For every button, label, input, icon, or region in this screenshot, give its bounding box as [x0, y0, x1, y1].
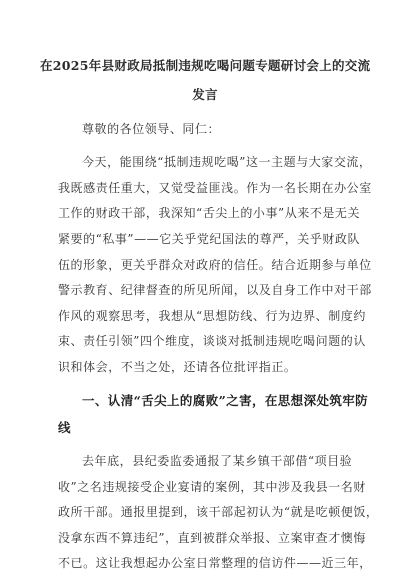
paragraph1-line: 今天，能围绕“抵制违规吃喝”这一主题与大家交流， — [82, 155, 372, 169]
paragraph2-line: 不已。这让我想起办公室日常整理的信访件——近三年， — [58, 556, 372, 570]
paragraph1-line: 紧要的“私事”——它关乎党纪国法的尊严，关乎财政队 — [58, 232, 361, 246]
paragraph2-line: 没拿东西不算违纪”，直到被群众举报、立案审查才懊悔 — [58, 531, 366, 545]
section-heading-line-1: 一、认清“舌尖上的腐败”之害，在思想深处筑牢防 — [82, 393, 369, 408]
paragraph1-line: 识和体会，不当之处，还请各位批评指正。 — [58, 360, 297, 374]
section-heading-line-2: 线 — [58, 420, 71, 435]
paragraph2-line: 去年底，县纪委监委通报了某乡镇干部借“项目验 — [82, 454, 353, 468]
document-title-line-1: 在2025年县财政局抵制违规吃喝问题专题研讨会上的交流 — [40, 58, 371, 73]
paragraph1-line: 我既感责任重大，又觉受益匪浅。作为一名长期在办公室 — [58, 181, 372, 195]
paragraph1-line: 束、责任引领”四个维度，谈谈对抵制违规吃喝问题的认 — [58, 334, 366, 348]
paragraph1-line: 警示教育、纪律督查的所见所闻，以及自身工作中对干部 — [58, 283, 372, 297]
paragraph1-line: 作风的观察思考，我想从“思想防线、行为边界、制度约 — [58, 309, 366, 323]
salutation: 尊敬的各位领导、同仁： — [82, 122, 221, 136]
document-title-line-2: 发言 — [192, 87, 218, 102]
paragraph2-line: 收”之名违规接受企业宴请的案例，其中涉及我县一名财 — [58, 480, 366, 494]
paragraph2-line: 政所干部。通报里提到，该干部起初认为“就是吃顿便饭， — [58, 505, 379, 519]
paragraph1-line: 工作的财政干部，我深知“舌尖上的小事”从来不是无关 — [58, 206, 361, 220]
paragraph1-line: 伍的形象，更关乎群众对政府的信任。结合近期参与单位 — [58, 258, 372, 272]
